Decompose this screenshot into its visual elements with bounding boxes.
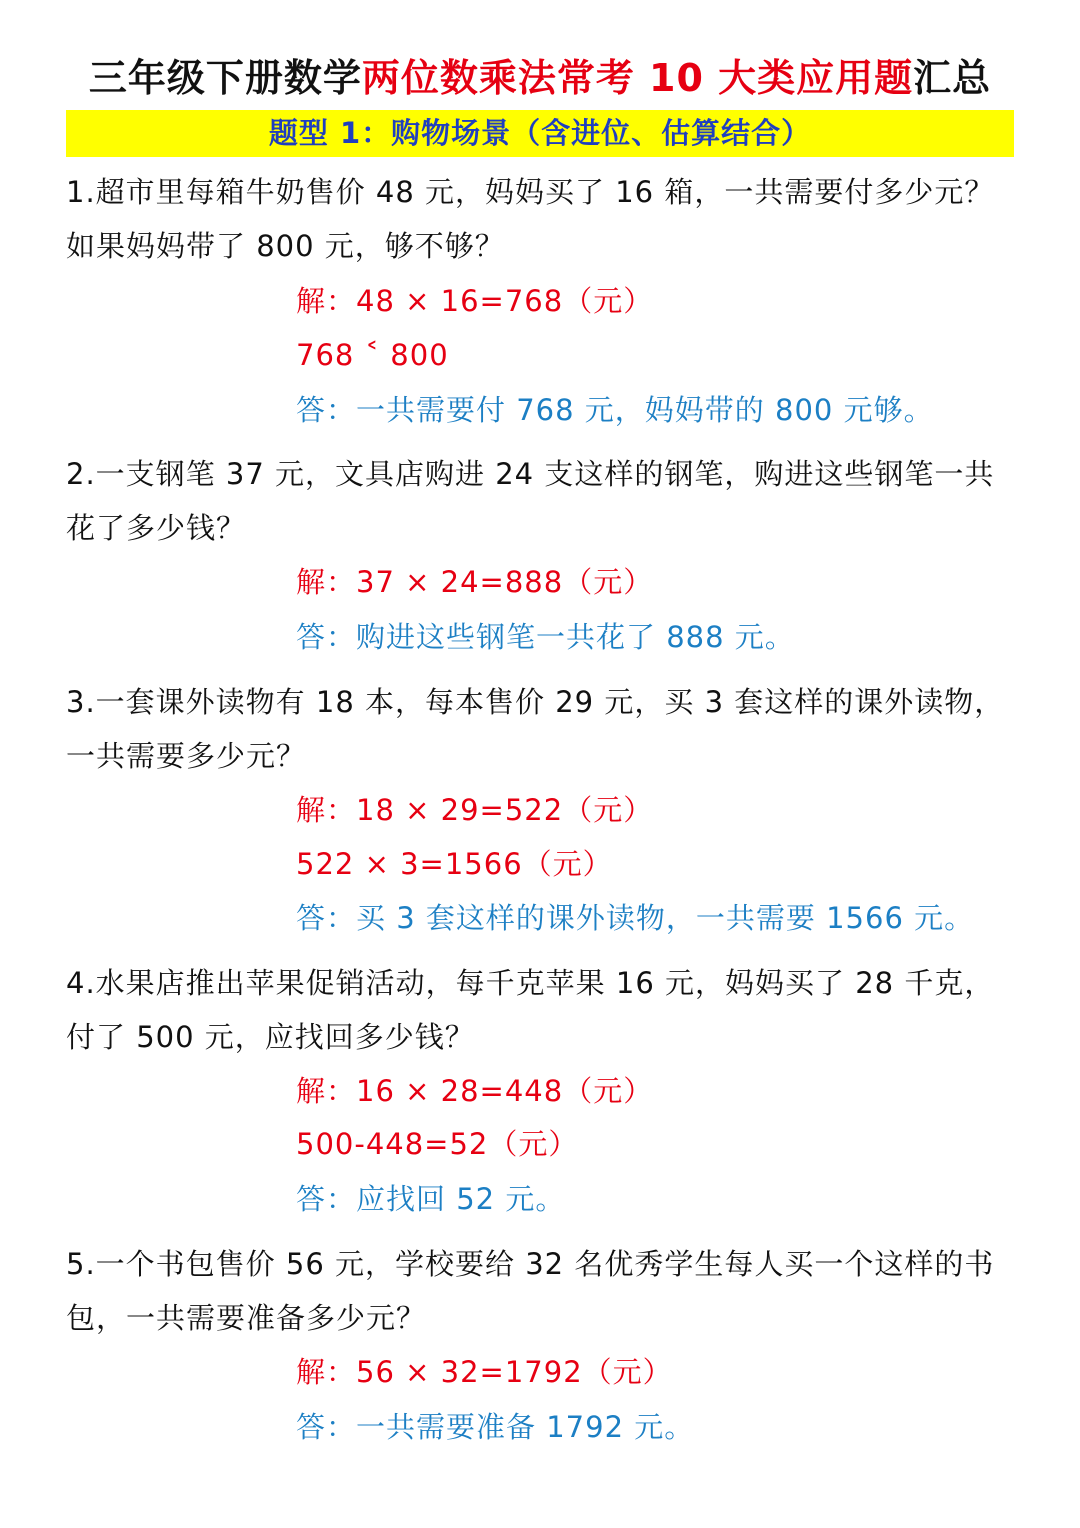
problem-2-answer: 答：购进这些钢笔一共花了 888 元。 <box>296 620 795 654</box>
problem-4-solution-line-1: 解：16 × 28=448（元） <box>296 1074 654 1108</box>
problem-5-answer: 答：一共需要准备 1792 元。 <box>296 1410 695 1444</box>
problem-3-answer: 答：买 3 套这样的课外读物，一共需要 1566 元。 <box>296 901 975 935</box>
problem-1-solution-line-2: 768 ˂ 800 <box>296 338 449 372</box>
problem-1-question: 1.超市里每箱牛奶售价 48 元，妈妈买了 16 箱，一共需要付多少元？如果妈妈带了 800 元，够不够？ <box>66 175 995 263</box>
problem-3-solution-line-1: 解：18 × 29=522（元） <box>296 793 654 827</box>
problem-2-solution-line-1: 解：37 × 24=888（元） <box>296 565 654 599</box>
problem-4-question: 4.水果店推出苹果促销活动，每千克苹果 16 元，妈妈买了 28 千克，付了 500 元，应找回多少钱？ <box>66 966 995 1054</box>
section-heading: 题型 1：购物场景（含进位、估算结合） <box>268 116 812 150</box>
title-grade: 三年级下册数学 <box>88 56 362 100</box>
problem-1-solution-line-1: 解：48 × 16=768（元） <box>296 284 654 318</box>
problem-3-solution-line-2: 522 × 3=1566（元） <box>296 847 613 881</box>
problem-4-answer: 答：应找回 52 元。 <box>296 1182 566 1216</box>
section-banner <box>66 110 1014 157</box>
problem-5-question: 5.一个书包售价 56 元，学校要给 32 名优秀学生每人买一个这样的书包，一共需要准备多少元？ <box>66 1247 995 1335</box>
title-summary: 汇总 <box>913 56 992 100</box>
problem-5-solution-line-1: 解：56 × 32=1792（元） <box>296 1355 673 1389</box>
problem-4-solution-line-2: 500-448=52（元） <box>296 1127 579 1161</box>
problem-1-answer: 答：一共需要付 768 元，妈妈带的 800 元够。 <box>296 393 934 427</box>
page-title <box>0 52 1080 104</box>
problem-2-question: 2.一支钢笔 37 元，文具店购进 24 支这样的钢笔，购进这些钢笔一共花了多少钱？ <box>66 457 995 545</box>
title-topic: 两位数乘法常考 10 大类应用题 <box>361 56 914 100</box>
problem-3-question: 3.一套课外读物有 18 本，每本售价 29 元，买 3 套这样的课外读物，一共需要多少元？ <box>66 685 1005 773</box>
